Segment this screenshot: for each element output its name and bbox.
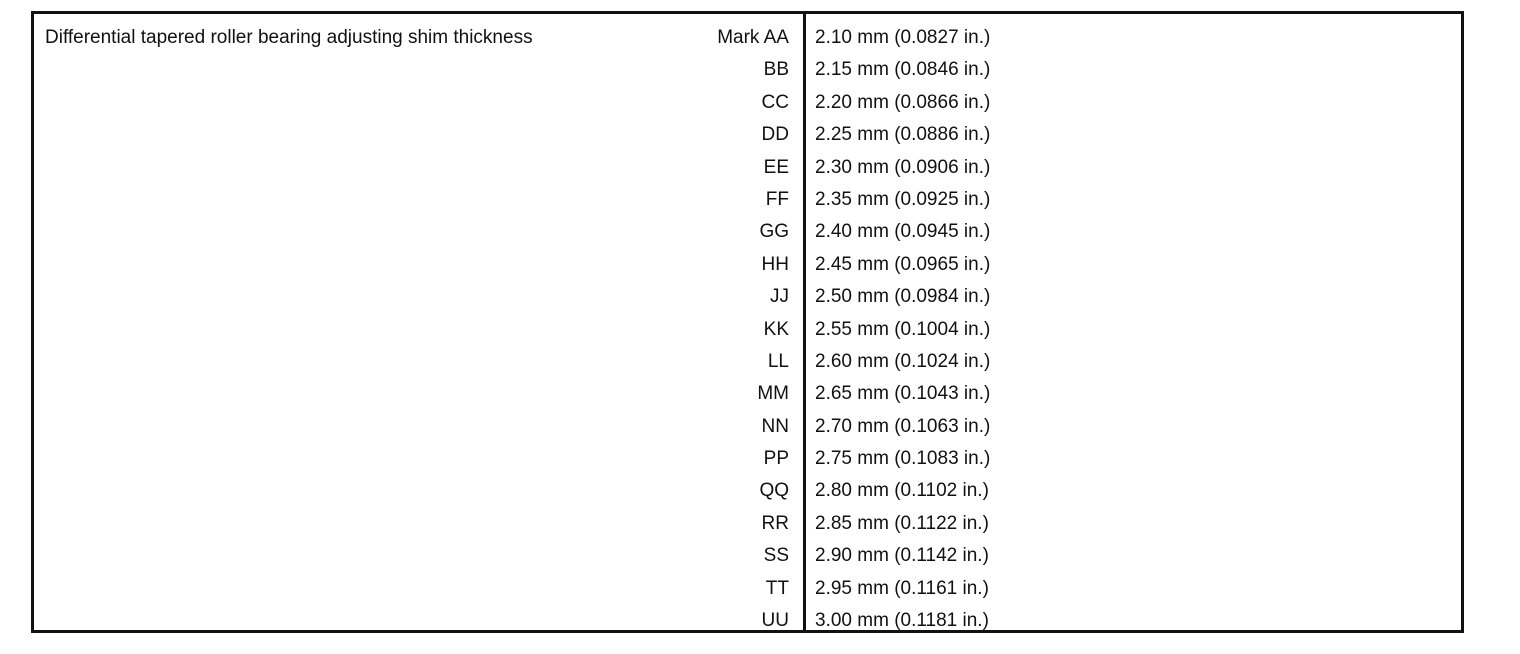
shim-mark: MM: [757, 383, 789, 405]
shim-mark: TT: [765, 577, 789, 599]
table-row: [34, 447, 1461, 479]
shim-thickness-value: 2.50 mm (0.0984 in.): [815, 286, 991, 308]
shim-mark: HH: [761, 253, 789, 275]
shim-mark: EE: [763, 156, 789, 178]
shim-mark: LL: [767, 350, 789, 372]
shim-mark: Mark AA: [717, 27, 789, 48]
shim-thickness-value: 2.60 mm (0.1024 in.): [815, 350, 991, 372]
shim-mark: QQ: [759, 480, 789, 502]
table-row: [34, 188, 1461, 220]
table-row: [34, 253, 1461, 285]
table-row: [34, 26, 1461, 58]
shim-thickness-table: [31, 11, 1464, 633]
shim-mark: KK: [763, 318, 789, 340]
shim-mark: UU: [761, 610, 789, 632]
table-row: [34, 58, 1461, 90]
shim-thickness-value: 2.70 mm (0.1063 in.): [815, 415, 991, 437]
table-row: [34, 318, 1461, 350]
shim-thickness-value: 2.55 mm (0.1004 in.): [815, 318, 991, 340]
shim-thickness-value: 2.85 mm (0.1122 in.): [815, 512, 989, 534]
shim-thickness-value: 2.30 mm (0.0906 in.): [815, 156, 991, 178]
table-row: [34, 609, 1461, 641]
table-row: [34, 577, 1461, 609]
shim-thickness-value: 2.10 mm (0.0827 in.): [815, 27, 991, 48]
shim-thickness-value: 2.90 mm (0.1142 in.): [815, 545, 989, 567]
shim-mark: SS: [763, 545, 789, 567]
shim-mark: DD: [761, 124, 789, 146]
shim-mark: GG: [759, 221, 789, 243]
table-rows: [34, 26, 1461, 641]
shim-thickness-value: 2.75 mm (0.1083 in.): [815, 448, 991, 470]
shim-thickness-value: 2.35 mm (0.0925 in.): [815, 188, 991, 210]
table-row: [34, 415, 1461, 447]
shim-thickness-value: 2.25 mm (0.0886 in.): [815, 124, 991, 146]
table-row: [34, 479, 1461, 511]
shim-thickness-value: 2.15 mm (0.0846 in.): [815, 59, 991, 81]
shim-mark: JJ: [770, 286, 789, 308]
shim-mark: FF: [765, 188, 789, 210]
shim-mark: CC: [761, 91, 789, 113]
shim-thickness-value: 2.20 mm (0.0866 in.): [815, 91, 991, 113]
table-row: [34, 512, 1461, 544]
table-row: [34, 156, 1461, 188]
table-row: [34, 350, 1461, 382]
shim-thickness-value: 3.00 mm (0.1181 in.): [815, 610, 989, 632]
table-row: [34, 123, 1461, 155]
table-row: [34, 91, 1461, 123]
shim-thickness-value: 2.40 mm (0.0945 in.): [815, 221, 991, 243]
shim-thickness-value: 2.45 mm (0.0965 in.): [815, 253, 991, 275]
table-row: [34, 285, 1461, 317]
shim-mark: RR: [761, 512, 789, 534]
table-row: [34, 382, 1461, 414]
shim-mark: NN: [761, 415, 789, 437]
shim-thickness-value: 2.65 mm (0.1043 in.): [815, 383, 991, 405]
shim-thickness-value: 2.95 mm (0.1161 in.): [815, 577, 989, 599]
table-row: [34, 544, 1461, 576]
item-description: Differential tapered roller bearing adjusting shim thickness: [45, 27, 533, 48]
shim-mark: BB: [763, 59, 789, 81]
shim-mark: PP: [763, 448, 789, 470]
shim-thickness-value: 2.80 mm (0.1102 in.): [815, 480, 989, 502]
table-row: [34, 220, 1461, 252]
